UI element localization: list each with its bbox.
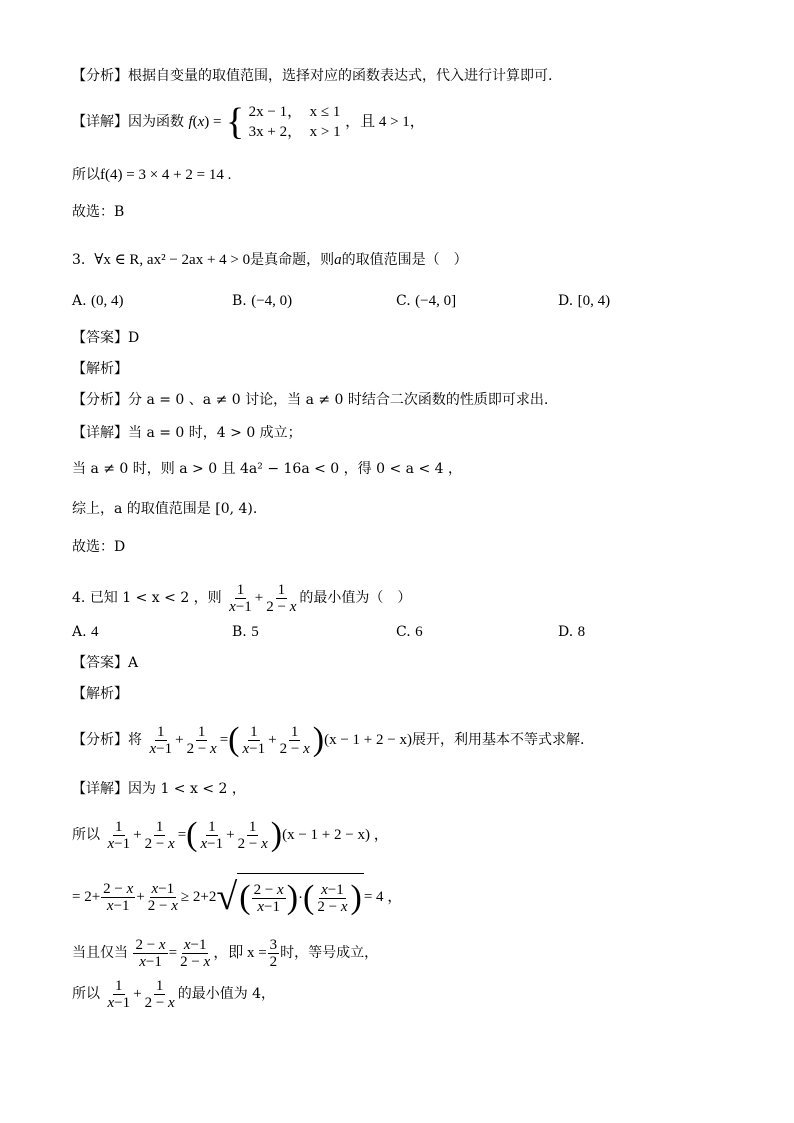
function-arg: (x) = [192,114,222,130]
q3-option-b: B. (−4, 0) [232,293,293,309]
square-root: √ ( $\frac{2 - x}{x-1}$ ) · ( $\frac{x-1}{2 - x}$ ) [216,873,363,921]
analysis-label: 【分析】 [72,68,128,84]
detail-line-a [72,102,425,142]
q3-answer: 【答案】D [72,330,140,346]
q4-analysis: 【分析】将 $\frac{1}{x-1}$ + $\frac{1}{2 - x}$ =( $\frac{1}{x-1}$ + $\frac{1}{2 - x}$ )(x − 1 + 2 − x)展开，利用基本不等式求解. [72,721,585,758]
result-prefix: 所以 [72,167,100,183]
q3-choice: 故选：D [72,539,126,555]
q4-detail-5: 所以 $\frac{1}{x-1}$ + $\frac{1}{2 - x}$ 的最小值为 4， [72,977,276,1011]
piecewise-cases [249,102,341,142]
q3-detail-3: 综上，a 的取值范围是 [0, 4). [72,501,258,517]
frac-1-over-2-minus-x: $\frac{1}{2 - x}$ [266,581,297,615]
q3-option-d: D. [0, 4) [558,293,611,309]
q4-detail-3: = 2+ $\frac{2 - x}{x-1}$ + $\frac{x-1}{2 - x}$ ≥ 2+2 √ ( $\frac{2 - x}{x-1}$ ) · ( $\frac{x-1}{2 - x}$ ) = 4 ， [72,873,402,921]
q3-detail-1: 【详解】当 a = 0 时，4 > 0 成立； [72,425,302,441]
analysis-text: 根据自变量的取值范围，选择对应的函数表达式，代入进行计算即可. [128,68,553,84]
q3-option-a: A. (0, 4) [72,293,124,309]
detail-prefix: 因为函数 [128,114,184,130]
q4-detail-2: 所以 $\frac{1}{x-1}$ + $\frac{1}{2 - x}$ =( $\frac{1}{x-1}$ + $\frac{1}{2 - x}$ )(x − 1 + 2 − x) ， [72,816,389,853]
analysis-line-a [72,66,552,86]
case-1: 2x − 1， x ≤ 1 [248,104,341,120]
question-3-stem: 3. ∀x ∈ R, ax² − 2ax + 4 > 0是真命题，则a的取值范围是（ ） [72,252,468,268]
result-expr: f(4) = 3 × 4 + 2 = 14 . [100,167,232,183]
question-4-stem: 4. 已知 1 < x < 2 ，则 $\frac{1}{x-1}$ + $\frac{1}{2 - x}$ 的最小值为（ ） [72,581,412,615]
q4-parse-label: 【解析】 [72,686,128,702]
q3-analysis: 【分析】分 a = 0 、a ≠ 0 讨论，当 a ≠ 0 时结合二次函数的性质即可求出. [72,392,549,408]
q4-answer: 【答案】A [72,655,139,671]
choice-line-a: 故选：B [72,204,125,220]
q3-detail-2: 当 a ≠ 0 时，则 a > 0 且 4a² − 16a < 0 ，得 0 < a < 4 ， [72,461,462,477]
detail-suffix: ，且 4 > 1， [345,114,425,130]
question-3-text: 是真命题，则 [250,252,335,268]
function-f: f [188,114,193,130]
q4-detail-4: 当且仅当 $\frac{2 - x}{x-1}$ = $\frac{x-1}{2 - x}$ ，即 x = $\frac{3}{2}$ 时，等号成立， [72,936,379,970]
case-2: 3x + 2， x > 1 [248,124,341,140]
brace-symbol: { [225,101,245,143]
q3-option-c: C. (−4, 0] [396,293,457,309]
detail-label: 【详解】 [72,114,128,130]
question-3-number: 3. [72,252,86,268]
question-3-math: ∀x ∈ R, ax² − 2ax + 4 > 0 [94,252,251,268]
q4-option-c: C. 6 [396,624,423,640]
result-line-a [72,165,231,185]
frac-1-over-x-minus-1: $\frac{1}{x-1}$ [229,581,252,615]
q4-option-a: A. 4 [72,624,99,640]
q4-detail-1: 【详解】因为 1 < x < 2 ， [72,781,246,797]
q3-parse-label: 【解析】 [72,361,128,377]
q4-option-b: B. 5 [232,624,259,640]
q4-option-d: D. 8 [558,624,586,640]
